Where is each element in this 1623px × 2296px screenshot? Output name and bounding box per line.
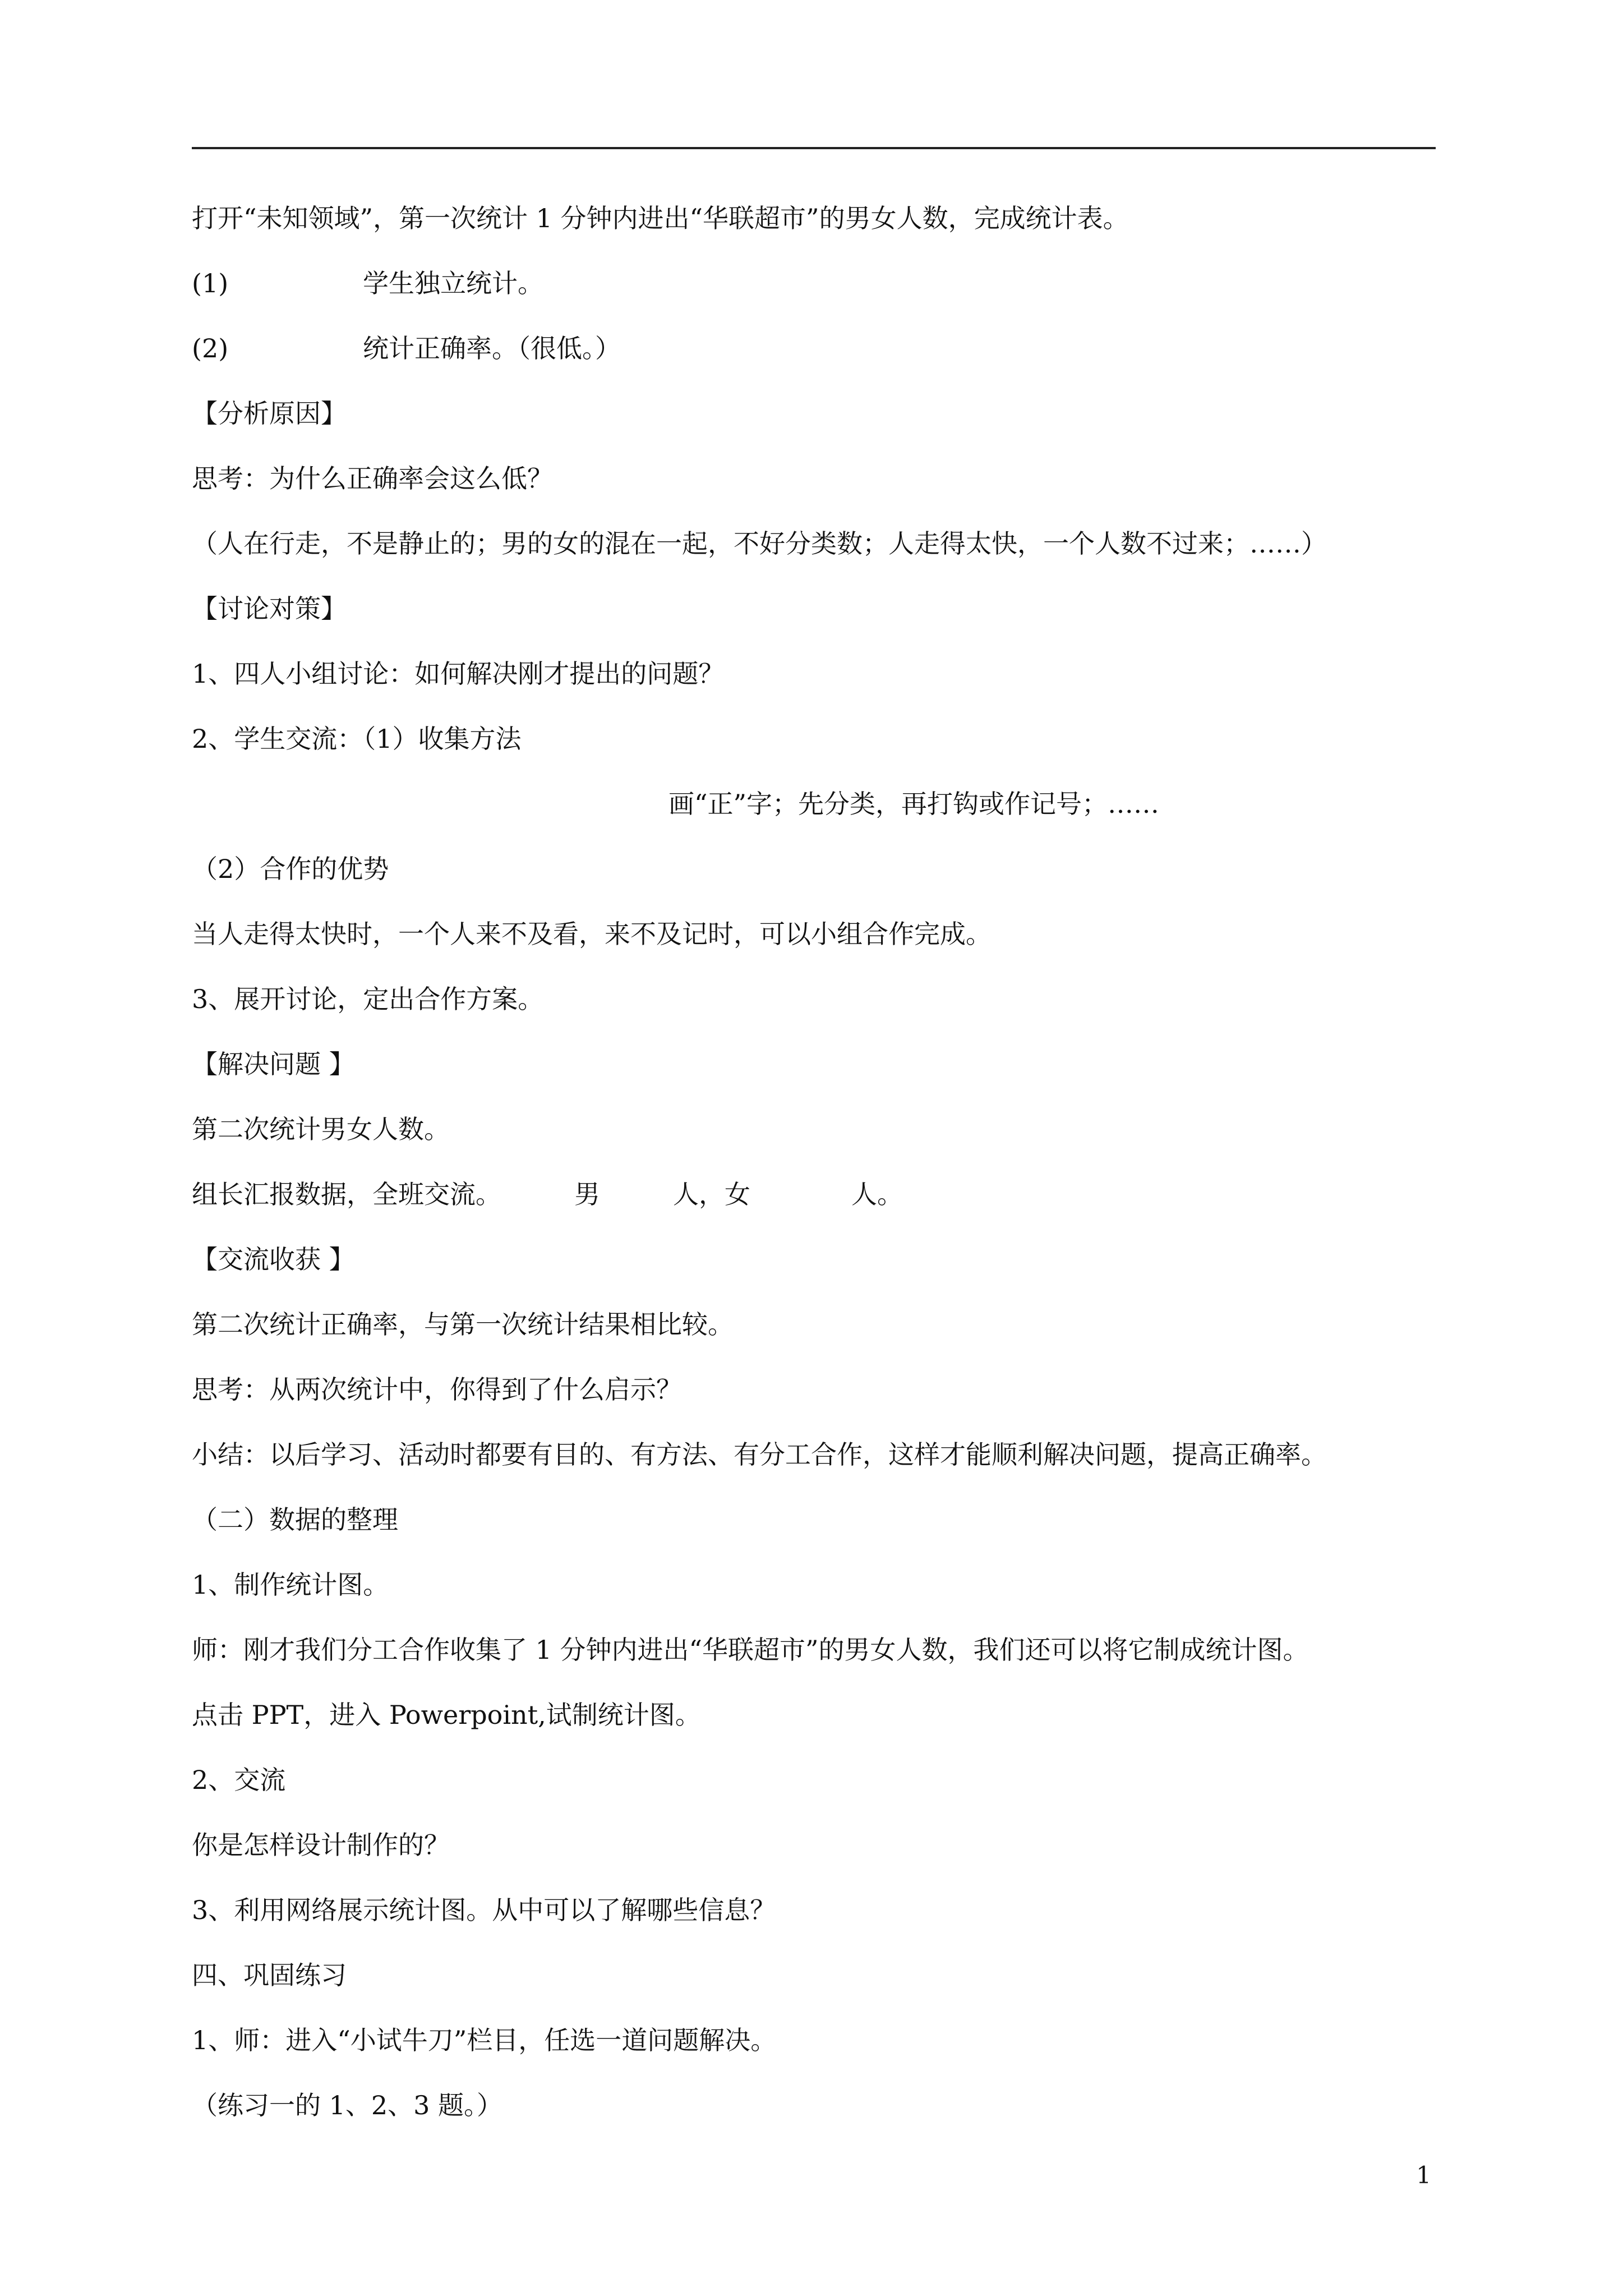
paragraph: 3、利用网络展示统计图。从中可以了解哪些信息？ — [192, 1895, 776, 1925]
item-number: (2) — [192, 333, 229, 364]
paragraph — [192, 1178, 1448, 1211]
paragraph: 师：刚才我们分工合作收集了 1 分钟内进出“华联超市”的男女人数，我们还可以将它制成统计图。 — [192, 1635, 1309, 1665]
header-rule — [192, 147, 1436, 149]
paragraph: 1、师：进入“小试牛刀”栏目，任选一道问题解决。 — [192, 2025, 777, 2055]
paragraph: 思考：为什么正确率会这么低？ — [192, 463, 553, 494]
paragraph: 2、学生交流：（1）收集方法 — [192, 724, 522, 754]
paragraph: （练习一的 1、2、3 题。） — [192, 2090, 503, 2120]
paragraph: 打开“未知领域”，第一次统计 1 分钟内进出“华联超市”的男女人数，完成统计表。 — [192, 203, 1129, 233]
paragraph: 3、展开讨论，定出合作方案。 — [192, 984, 544, 1014]
paragraph: （人在行走，不是静止的；男的女的混在一起，不好分类数；人走得太快，一个人数不过来；……） — [192, 528, 1327, 559]
paragraph: （2）合作的优势 — [192, 854, 389, 884]
person-unit: 人。 — [851, 1179, 903, 1209]
paragraph: 第二次统计男女人数。 — [192, 1114, 450, 1144]
paragraph: 当人走得太快时，一个人来不及看，来不及记时，可以小组合作完成。 — [192, 919, 992, 949]
paragraph: 第二次统计正确率，与第一次统计结果相比较。 — [192, 1309, 734, 1340]
paragraph: 你是怎样设计制作的？ — [192, 1830, 450, 1860]
paragraph: 思考：从两次统计中，你得到了什么启示？ — [192, 1374, 682, 1405]
male-label: 男 — [574, 1179, 600, 1209]
numbered-item — [192, 267, 1448, 300]
item-text: 学生独立统计。 — [363, 268, 543, 298]
document-body — [192, 202, 1448, 2154]
section-heading: 【讨论对策】 — [192, 593, 347, 624]
paragraph: 点击 PPT，进入 Powerpoint,试制统计图。 — [192, 1700, 701, 1730]
item-number: (1) — [192, 268, 229, 298]
section-heading: 【分析原因】 — [192, 398, 347, 429]
paragraph: 1、制作统计图。 — [192, 1570, 389, 1600]
numbered-item — [192, 332, 1448, 365]
female-label: 人，女 — [673, 1179, 750, 1209]
paragraph: 2、交流 — [192, 1765, 286, 1795]
section-heading: 【解决问题 】 — [192, 1049, 355, 1079]
paragraph: （二）数据的整理 — [192, 1504, 398, 1535]
report-text: 组长汇报数据，全班交流。 — [192, 1179, 501, 1209]
paragraph: 小结：以后学习、活动时都要有目的、有方法、有分工合作，这样才能顺利解决问题，提高正确率。 — [192, 1439, 1327, 1470]
item-text: 统计正确率。（很低。） — [363, 333, 621, 364]
section-heading: 四、巩固练习 — [192, 1960, 347, 1990]
section-heading: 【交流收获 】 — [192, 1244, 355, 1274]
paragraph: 画“正”字；先分类，再打钩或作记号；…… — [668, 789, 1160, 819]
paragraph: 1、四人小组讨论：如何解决刚才提出的问题？ — [192, 659, 725, 689]
page-number: 1 — [1416, 2161, 1431, 2189]
